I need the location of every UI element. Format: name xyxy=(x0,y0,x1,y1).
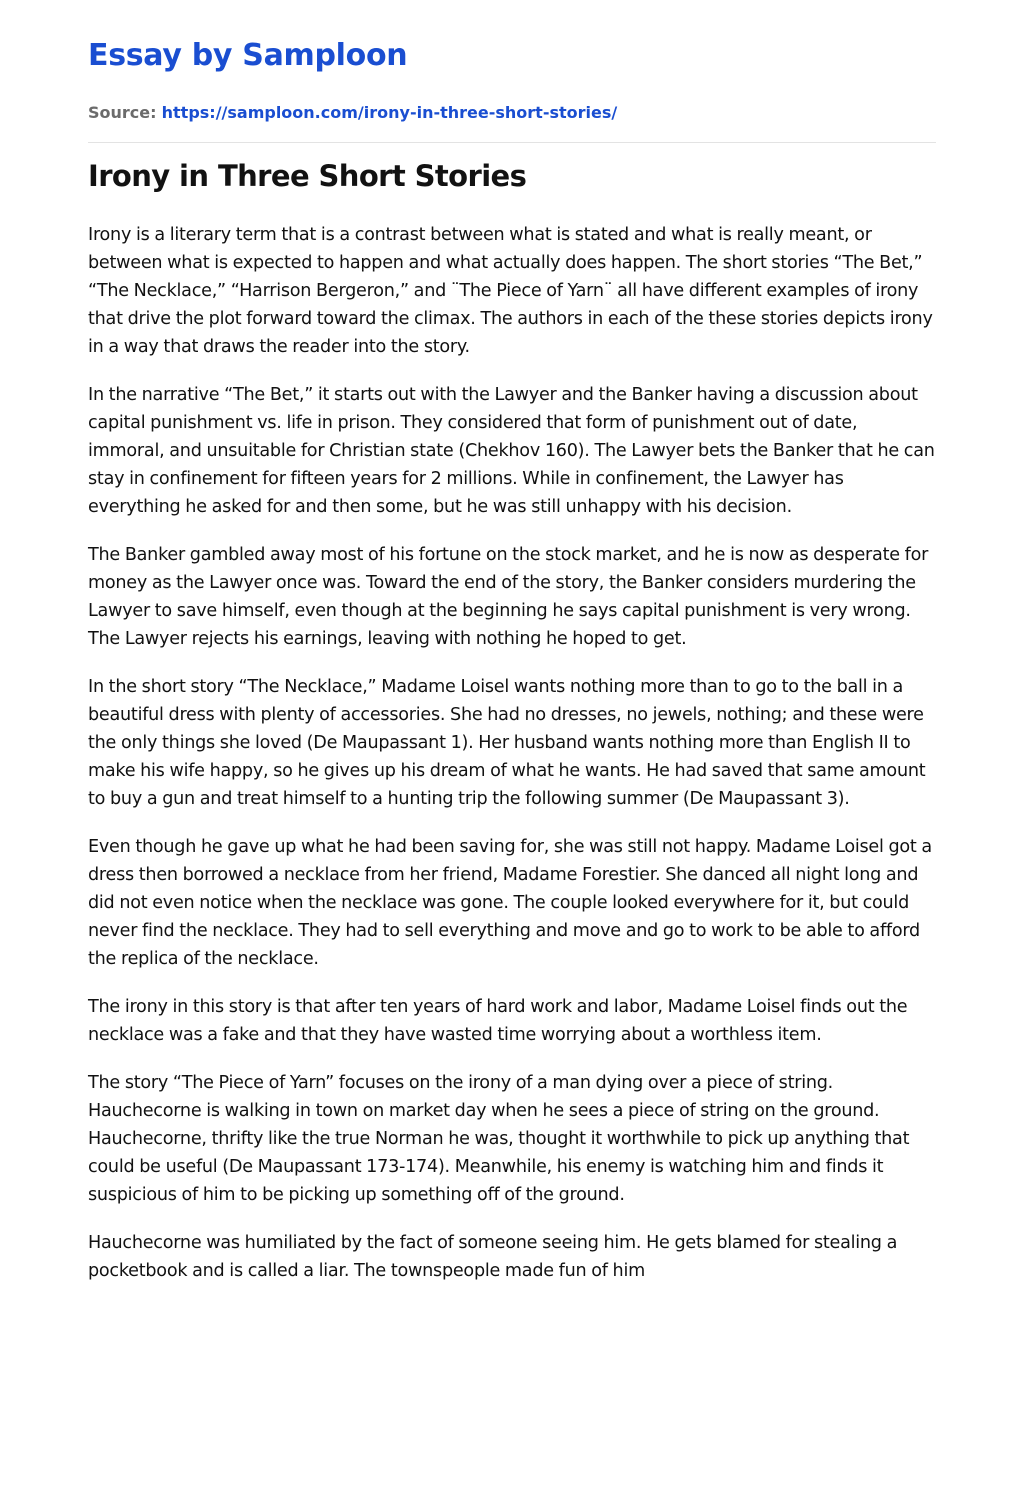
source-link[interactable]: https://samploon.com/irony-in-three-short-stories/ xyxy=(161,103,618,122)
source-label: Source: xyxy=(88,103,157,122)
paragraph: Irony is a literary term that is a contrast between what is stated and what is really meant, or between what is expected to happen and what actually does happen. The short stories “The Bet,” “The Necklace,” “Harrison Bergeron,” and ¨The Piece of Yarn¨ all have different examples of irony that drive the plot forward toward the climax. The authors in each of the these stories depicts irony in a way that draws the reader into the story. xyxy=(88,225,933,357)
paragraph: The Banker gambled away most of his fortune on the stock market, and he is now as desperate for money as the Lawyer once was. Toward the end of the story, the Banker considers murdering the Lawyer to save himself, even though at the beginning he says capital punishment is very wrong. The Lawyer rejects his earnings, leaving with nothing he hoped to get. xyxy=(88,545,929,649)
paragraph: In the short story “The Necklace,” Madame Loisel wants nothing more than to go to the ball in a beautiful dress with plenty of accessories. She had no dresses, no jewels, nothing; and these were the only things she loved (De Maupassant 1). Her husband wants nothing more than English II to make his wife happy, so he gives up his dream of what he wants. He had saved that same amount to buy a gun and treat himself to a hunting trip the following summer (De Maupassant 3). xyxy=(88,677,926,809)
article-title: Irony in Three Short Stories xyxy=(88,159,527,193)
paragraph: The irony in this story is that after ten years of hard work and labor, Madame Loisel finds out the necklace was a fake and that they have wasted time worrying about a worthless item. xyxy=(88,997,908,1045)
paragraph: In the narrative “The Bet,” it starts out with the Lawyer and the Banker having a discussion about capital punishment vs. life in prison. They considered that form of punishment out of date, immoral, and unsuitable for Christian state (Chekhov 160). The Lawyer bets the Banker that he can stay in confinement for fifteen years for 2 millions. While in confinement, the Lawyer has everything he asked for and then some, but he was still unhappy with his decision. xyxy=(88,385,935,517)
paragraph: Even though he gave up what he had been saving for, she was still not happy. Madame Loisel got a dress then borrowed a necklace from her friend, Madame Forestier. She danced all night long and did not even notice when the necklace was gone. The couple looked everywhere for it, but could never find the necklace. They had to sell everything and move and go to work to be able to afford the replica of the necklace. xyxy=(88,837,932,969)
source-line xyxy=(88,102,617,124)
header-divider xyxy=(88,142,936,143)
brand-title: Essay by Samploon xyxy=(88,38,408,73)
article-body xyxy=(88,221,936,1305)
paragraph: Hauchecorne was humiliated by the fact of someone seeing him. He gets blamed for stealing a pocketbook and is called a liar. The townspeople made fun of him xyxy=(88,1233,898,1281)
paragraph: The story “The Piece of Yarn” focuses on the irony of a man dying over a piece of string. Hauchecorne is walking in town on market day when he sees a piece of string on the ground. Hauchecorne, thrifty like the true Norman he was, thought it worthwhile to pick up anything that could be useful (De Maupassant 173-174). Meanwhile, his enemy is watching him and finds it suspicious of him to be picking up something off of the ground. xyxy=(88,1073,910,1205)
